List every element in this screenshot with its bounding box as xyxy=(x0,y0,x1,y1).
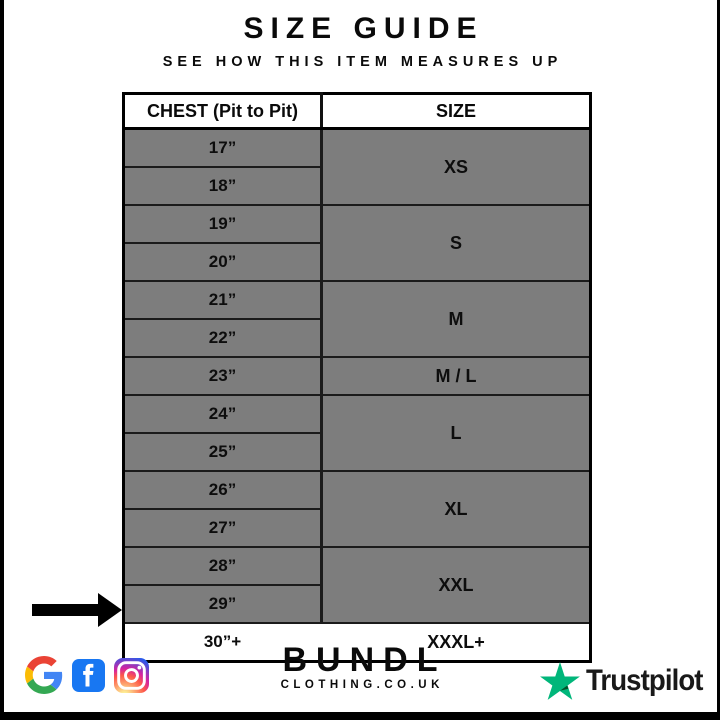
chest-cell: 21” xyxy=(124,281,322,319)
chest-cell: 29” xyxy=(124,585,322,623)
brand-domain: CLOTHING.CO.UK xyxy=(280,679,444,691)
chest-cell: 19” xyxy=(124,205,322,243)
frame-left xyxy=(0,0,4,720)
chest-cell: 22” xyxy=(124,319,322,357)
table-header-row xyxy=(124,94,591,129)
table-row xyxy=(124,471,591,509)
table-row xyxy=(124,547,591,585)
table-row xyxy=(124,205,591,243)
trustpilot-wordmark: Trustpilot xyxy=(586,664,703,697)
chest-cell: 27” xyxy=(124,509,322,547)
brand-name: BUNDL xyxy=(282,641,447,679)
size-cell: XL xyxy=(322,471,591,547)
chest-cell: 18” xyxy=(124,167,322,205)
size-cell: XXXL+ xyxy=(322,623,591,662)
size-table-body xyxy=(124,129,591,662)
chest-column-header: CHEST (Pit to Pit) xyxy=(124,94,322,129)
frame-bottom xyxy=(0,712,720,720)
table-row xyxy=(124,357,591,395)
chest-cell: 20” xyxy=(124,243,322,281)
size-cell: XS xyxy=(322,129,591,206)
chest-cell: 24” xyxy=(124,395,322,433)
size-cell: M / L xyxy=(322,357,591,395)
page-title: SIZE GUIDE xyxy=(243,12,484,45)
size-cell: XXL xyxy=(322,547,591,623)
chest-cell: 28” xyxy=(124,547,322,585)
trustpilot-logo xyxy=(540,662,713,700)
page-subtitle: SEE HOW THIS ITEM MEASURES UP xyxy=(162,54,563,70)
chest-cell: 17” xyxy=(124,129,322,168)
chest-cell: 23” xyxy=(124,357,322,395)
size-column-header: SIZE xyxy=(322,94,591,129)
table-row xyxy=(124,395,591,433)
chest-cell: 30”+ xyxy=(124,623,322,662)
table-row xyxy=(124,129,591,168)
chest-cell: 26” xyxy=(124,471,322,509)
arrow-icon xyxy=(32,593,122,627)
trustpilot-star-icon xyxy=(540,662,580,700)
table-row xyxy=(124,281,591,319)
size-cell: L xyxy=(322,395,591,471)
size-table xyxy=(122,92,592,663)
size-cell: S xyxy=(322,205,591,281)
chest-cell: 25” xyxy=(124,433,322,471)
size-cell: M xyxy=(322,281,591,357)
